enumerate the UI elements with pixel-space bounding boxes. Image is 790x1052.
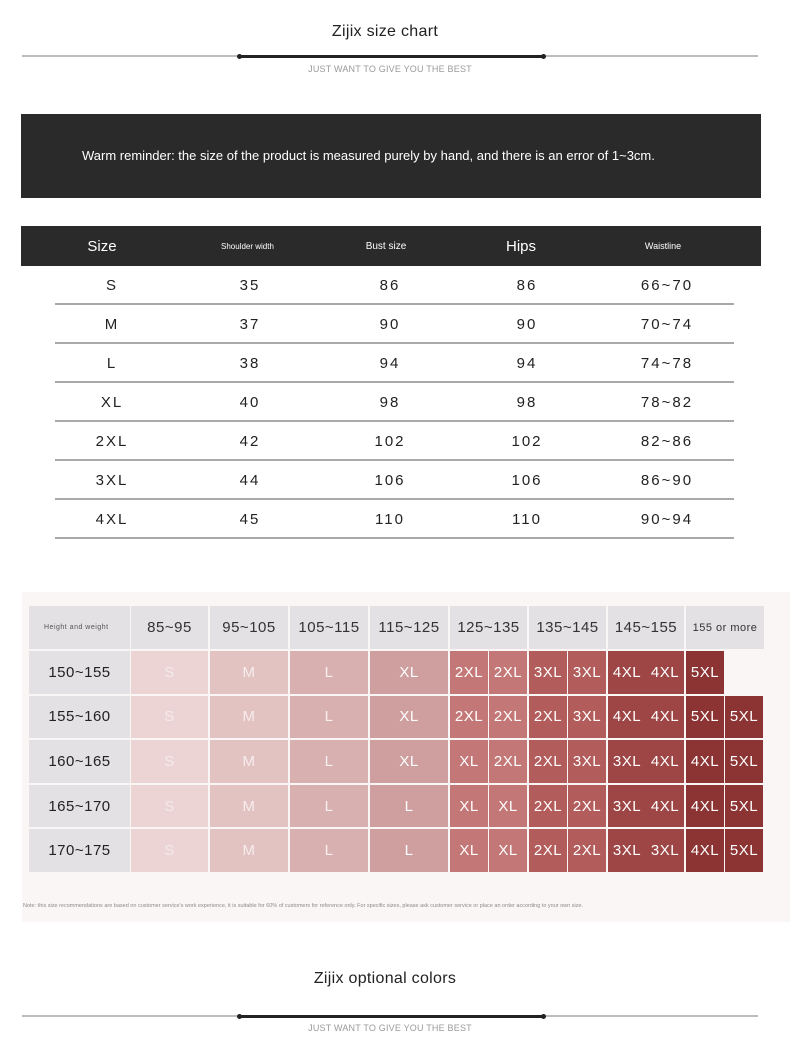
size-cell-size: 2XL [95,433,129,450]
size-recommendation-cell: 2XL [568,785,606,828]
size-recommendation-cell: L [370,785,448,828]
size-cell-hips: 102 [511,433,543,450]
size-recommendation-cell: L [370,829,448,872]
size-recommendation-cell: M [210,651,288,694]
size-cell-shoulder: 38 [239,355,261,372]
size-recommendation-cell: S [131,740,208,783]
size-recommendation-cell: 2XL [529,829,567,872]
height-label: 155~160 [29,696,130,739]
size-recommendation-cell: 5XL [725,740,763,783]
size-cell-hips: 110 [512,511,542,528]
size-recommendation-cell: 4XL [646,740,684,783]
size-recommendation-cell: 2XL [568,829,606,872]
size-cell-bust: 102 [374,433,406,450]
size-recommendation-cell: 5XL [686,696,724,739]
size-recommendation-cell: M [210,785,288,828]
weight-header: 85~95 [131,606,208,649]
size-recommendation-cell: M [210,740,288,783]
size-recommendation-cell: 5XL [686,651,724,694]
size-recommendation-cell: S [131,829,208,872]
size-recommendation-cell: 4XL [608,651,646,694]
size-recommendation-cell: 3XL [568,651,606,694]
size-recommendation-cell: XL [450,785,488,828]
colors-divider-dot-right [541,1014,546,1019]
size-recommendation-cell [725,651,763,694]
size-recommendation-cell: 2XL [450,696,488,739]
size-recommendation-cell: 2XL [529,696,567,739]
size-recommendation-cell: 4XL [646,696,684,739]
weight-header: 115~125 [370,606,448,649]
size-cell-bust: 94 [379,355,401,372]
size-cell-shoulder: 42 [239,433,261,450]
weight-header: 125~135 [450,606,527,649]
size-recommendation-cell: S [131,785,208,828]
size-cell-waist: 78~82 [640,394,694,411]
size-cell-waist: 86~90 [640,472,694,489]
size-cell-hips: 86 [516,277,538,294]
size-recommendation-cell: L [290,696,368,739]
size-cell-hips: 106 [511,472,543,489]
size-recommendation-cell: XL [370,740,448,783]
size-recommendation-cell: 4XL [686,829,724,872]
divider-dot-left [237,54,242,59]
size-cell-hips: 98 [516,394,538,411]
size-cell-shoulder: 45 [239,511,261,528]
size-cell-bust: 86 [379,277,401,294]
size-recommendation-cell: L [290,651,368,694]
size-recommendation-cell: 4XL [686,785,724,828]
size-recommendation-cell: 3XL [646,829,684,872]
size-table-row [55,500,734,539]
header-shoulder-width: Shoulder width [221,241,274,251]
size-recommendation-cell: 2XL [489,740,527,783]
colors-divider-dot-left [237,1014,242,1019]
size-recommendation-cell: 2XL [529,740,567,783]
colors-section-subtitle: JUST WANT TO GIVE YOU THE BEST [308,1023,472,1033]
size-cell-shoulder: 40 [239,394,261,411]
size-recommendation-cell: XL [450,740,488,783]
size-table-row [55,422,734,461]
size-recommendation-cell: 2XL [489,651,527,694]
size-recommendation-cell: M [210,696,288,739]
size-cell-waist: 74~78 [640,355,694,372]
size-recommendation-cell: 3XL [608,785,646,828]
size-cell-size: M [104,316,120,333]
size-cell-bust: 90 [379,316,401,333]
size-recommendation-cell: L [290,785,368,828]
size-cell-waist: 66~70 [640,277,694,294]
title-divider-accent [239,55,543,58]
size-cell-shoulder: 44 [239,472,261,489]
size-recommendation-cell: 2XL [489,696,527,739]
size-cell-bust: 106 [374,472,406,489]
size-recommendation-cell: 5XL [725,696,763,739]
size-cell-bust: 110 [375,511,405,528]
size-cell-waist: 82~86 [640,433,694,450]
height-label: 170~175 [29,829,130,872]
size-recommendation-cell: XL [489,829,527,872]
weight-header: 135~145 [529,606,606,649]
header-waistline: Waistline [644,241,682,251]
page-title: Zijix size chart [331,23,439,40]
size-recommendation-cell: 4XL [686,740,724,783]
divider-dot-right [541,54,546,59]
size-recommendation-cell: S [131,696,208,739]
size-cell-shoulder: 37 [239,316,261,333]
size-cell-waist: 70~74 [640,316,694,333]
size-recommendation-cell: S [131,651,208,694]
size-table-header [21,226,761,266]
weight-header: 95~105 [210,606,288,649]
size-recommendation-cell: L [290,829,368,872]
size-cell-hips: 94 [516,355,538,372]
size-recommendation-cell: 3XL [608,829,646,872]
size-recommendation-cell: 4XL [608,696,646,739]
size-table-row [55,266,734,305]
weight-header: 105~115 [290,606,368,649]
size-table-row [55,461,734,500]
size-recommendation-cell: 3XL [568,740,606,783]
colors-section-title: Zijix optional colors [313,970,457,987]
measurement-reminder: Warm reminder: the size of the product is measured purely by hand, and there is an error of 1~3cm. [21,114,761,198]
page-subtitle: JUST WANT TO GIVE YOU THE BEST [308,64,472,74]
size-recommendation-cell: 3XL [608,740,646,783]
size-cell-bust: 98 [379,394,401,411]
size-recommendation-cell: 4XL [646,785,684,828]
size-recommendation-cell: 5XL [725,785,763,828]
size-recommendation-cell: XL [370,651,448,694]
size-cell-size: 4XL [95,511,129,528]
size-recommendation-cell: L [290,740,368,783]
size-cell-waist: 90~94 [640,511,694,528]
corner-header: Height and weight [29,606,130,649]
size-recommendation-cell: 4XL [646,651,684,694]
size-table-row [55,383,734,422]
size-recommendation-cell: 2XL [529,785,567,828]
header-bust-size: Bust size [365,240,407,252]
size-cell-shoulder: 35 [239,277,261,294]
size-recommendation-cell: 2XL [450,651,488,694]
size-cell-hips: 90 [516,316,538,333]
height-label: 165~170 [29,785,130,828]
size-recommendation-cell: 3XL [568,696,606,739]
size-cell-size: L [106,355,118,372]
weight-header: 145~155 [608,606,684,649]
size-table-row [55,344,734,383]
size-recommendation-cell: M [210,829,288,872]
height-label: 150~155 [29,651,130,694]
size-recommendation-cell: XL [489,785,527,828]
size-recommendation-cell: 5XL [725,829,763,872]
size-cell-size: XL [100,394,124,411]
size-cell-size: S [105,277,118,294]
header-size: Size [87,237,117,255]
header-hips: Hips [505,237,536,255]
weight-header: 155 or more [686,606,764,649]
size-recommendation-cell: 3XL [529,651,567,694]
size-cell-size: 3XL [95,472,129,489]
size-recommendation-cell: XL [370,696,448,739]
size-recommendation-cell: XL [450,829,488,872]
colors-divider-accent [239,1015,543,1018]
recommendation-note: Note: this size recommendations are based on customer service's work experience, it is suitable for 60% of customers for reference only. For specific sizes, please ask customer service or place an order according to your own size. [23,903,584,909]
size-table-row [55,305,734,344]
height-label: 160~165 [29,740,130,783]
